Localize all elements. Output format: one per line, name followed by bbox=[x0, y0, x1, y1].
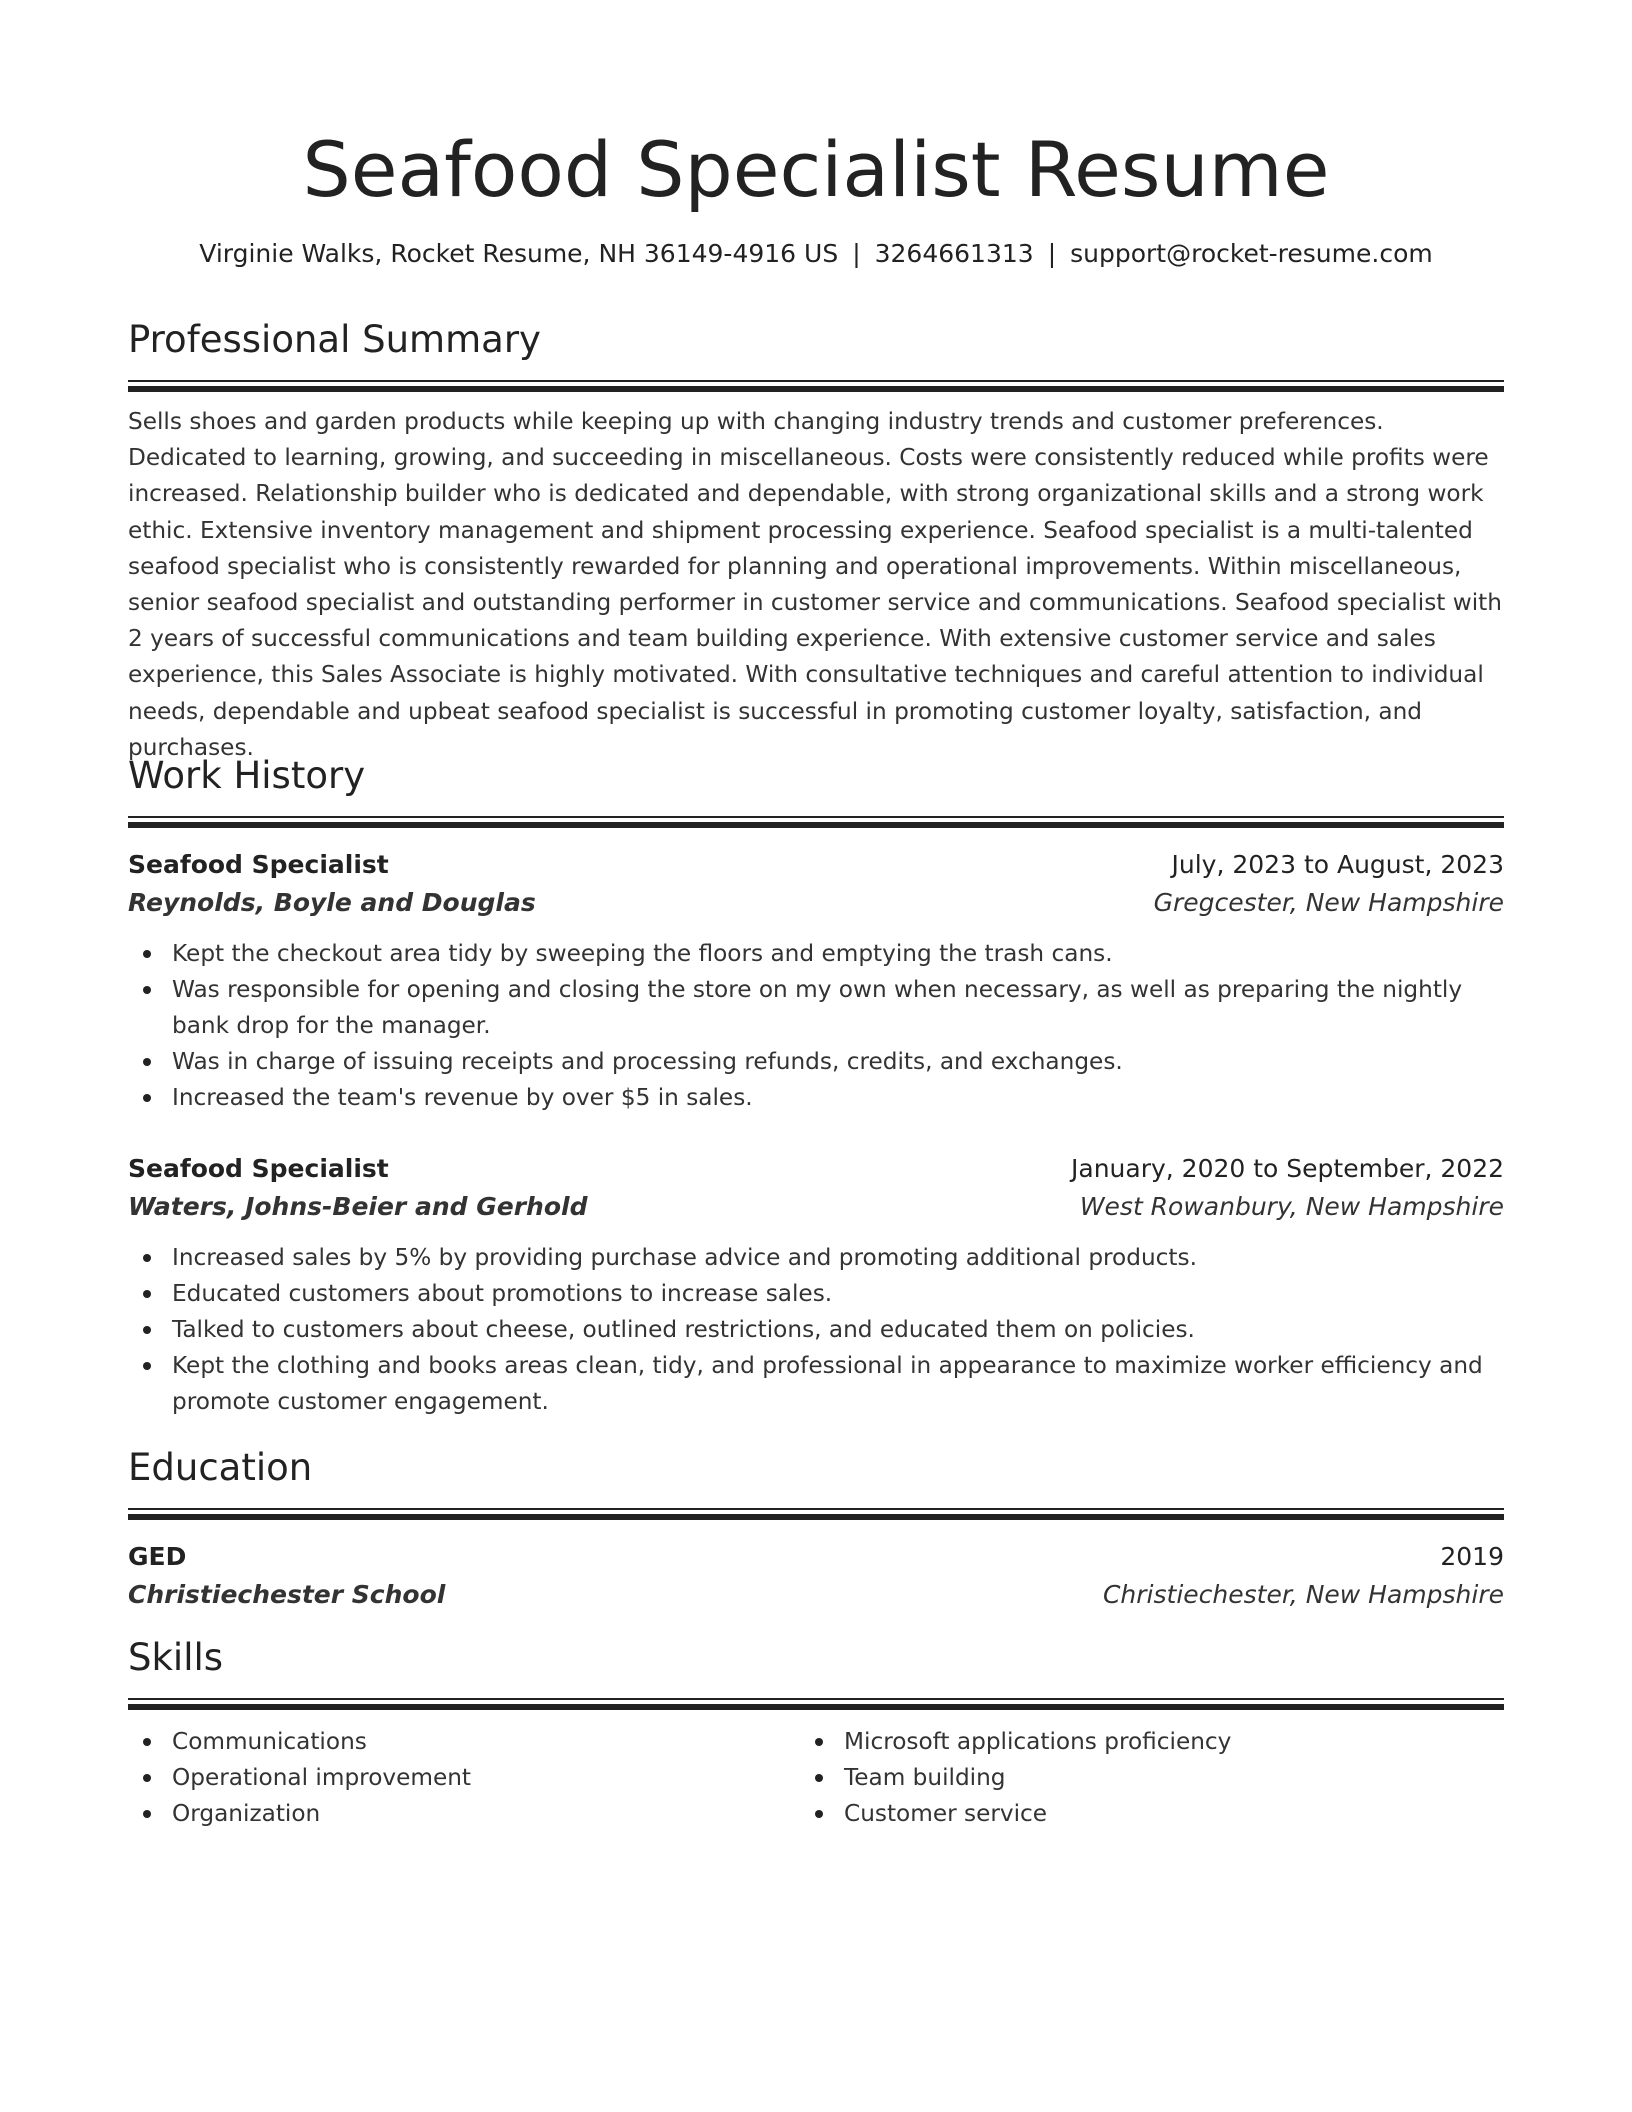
job-employer-row bbox=[128, 884, 1504, 922]
job-employer: Reynolds, Boyle and Douglas bbox=[128, 888, 536, 917]
section-heading: Work History bbox=[128, 754, 366, 797]
skill-item: Microsoft applications proficiency bbox=[800, 1724, 1472, 1760]
education-entry bbox=[128, 1538, 1504, 1614]
job-location: West Rowanbury, New Hampshire bbox=[1079, 1192, 1504, 1221]
education-school: Christiechester School bbox=[128, 1580, 446, 1609]
list-item: Kept the clothing and books areas clean, tidy, and professional in appearance to maximize worker efficiency and promote customer engagement. bbox=[128, 1348, 1504, 1420]
skills-list bbox=[128, 1724, 800, 1832]
education-location: Christiechester, New Hampshire bbox=[1102, 1580, 1504, 1609]
skill-item: Operational improvement bbox=[128, 1760, 800, 1796]
contact-line bbox=[128, 236, 1504, 272]
job-entry bbox=[128, 846, 1504, 1116]
job-dates: January, 2020 to September, 2022 bbox=[1071, 1154, 1504, 1183]
education-degree: GED bbox=[128, 1542, 187, 1571]
job-title: Seafood Specialist bbox=[128, 850, 389, 879]
contact-address: Virginie Walks, Rocket Resume, NH 36149-4916 US bbox=[199, 239, 839, 268]
skill-item: Customer service bbox=[800, 1796, 1472, 1832]
skill-item: Organization bbox=[128, 1796, 800, 1832]
list-item: Increased the team's revenue by over $5 in sales. bbox=[128, 1080, 1504, 1116]
skill-item: Communications bbox=[128, 1724, 800, 1760]
education-header-row bbox=[128, 1538, 1504, 1576]
list-item: Kept the checkout area tidy by sweeping the floors and emptying the trash cans. bbox=[128, 936, 1504, 972]
work-history-section bbox=[128, 750, 1504, 1420]
section-heading: Skills bbox=[128, 1636, 224, 1679]
job-dates: July, 2023 to August, 2023 bbox=[1171, 850, 1504, 879]
education-year: 2019 bbox=[1440, 1542, 1504, 1571]
section-divider bbox=[128, 1698, 1504, 1710]
section-heading: Education bbox=[128, 1446, 313, 1489]
job-header-row bbox=[128, 846, 1504, 884]
job-employer-row bbox=[128, 1188, 1504, 1226]
list-item: Was in charge of issuing receipts and processing refunds, credits, and exchanges. bbox=[128, 1044, 1504, 1080]
section-heading: Professional Summary bbox=[128, 318, 541, 361]
list-item: Increased sales by 5% by providing purchase advice and promoting additional products. bbox=[128, 1240, 1504, 1276]
skills-column-left bbox=[128, 1724, 800, 1832]
page-title: Seafood Specialist Resume bbox=[302, 125, 1330, 214]
contact-separator: | bbox=[1047, 239, 1057, 268]
summary-section bbox=[128, 314, 1504, 766]
section-divider bbox=[128, 380, 1504, 392]
education-school-row bbox=[128, 1576, 1504, 1614]
section-divider bbox=[128, 1508, 1504, 1520]
job-bullets bbox=[128, 1240, 1504, 1420]
job-location: Gregcester, New Hampshire bbox=[1153, 888, 1504, 917]
skill-item: Team building bbox=[800, 1760, 1472, 1796]
list-item: Talked to customers about cheese, outlined restrictions, and educated them on policies. bbox=[128, 1312, 1504, 1348]
contact-email: support@rocket-resume.com bbox=[1070, 239, 1433, 268]
job-title: Seafood Specialist bbox=[128, 1154, 389, 1183]
contact-phone: 3264661313 bbox=[874, 239, 1034, 268]
education-section bbox=[128, 1442, 1504, 1614]
skills-list bbox=[800, 1724, 1472, 1832]
skills-column-right bbox=[800, 1724, 1472, 1832]
skills-grid bbox=[128, 1724, 1504, 1832]
job-header-row bbox=[128, 1150, 1504, 1188]
job-employer: Waters, Johns-Beier and Gerhold bbox=[128, 1192, 588, 1221]
job-entry bbox=[128, 1150, 1504, 1420]
summary-text: Sells shoes and garden products while keeping up with changing industry trends and customer preferences. Dedicated to learning, growing, and succeeding in miscellaneous. Costs were consistently reduced while profits were increased. Relationship builder who is dedicated and dependable, with strong organizational skills and a strong work ethic. Extensive inventory management and shipment processing experience. Seafood specialist is a multi-talented seafood specialist who is consistently rewarded for planning and operational improvements. Within miscellaneous, senior seafood specialist and outstanding performer in customer service and communications. Seafood specialist with 2 years of successful communications and team building experience. With extensive customer service and sales experience, this Sales Associate is highly motivated. With consultative techniques and careful attention to individual needs, dependable and upbeat seafood specialist is successful in promoting customer loyalty, satisfaction, and purchases. bbox=[128, 408, 1502, 761]
skills-section bbox=[128, 1632, 1504, 1832]
contact-separator: | bbox=[852, 239, 861, 268]
list-item: Was responsible for opening and closing the store on my own when necessary, as well as preparing the nightly bank drop for the manager. bbox=[128, 972, 1504, 1044]
job-bullets bbox=[128, 936, 1504, 1116]
list-item: Educated customers about promotions to increase sales. bbox=[128, 1276, 1504, 1312]
section-divider bbox=[128, 816, 1504, 828]
